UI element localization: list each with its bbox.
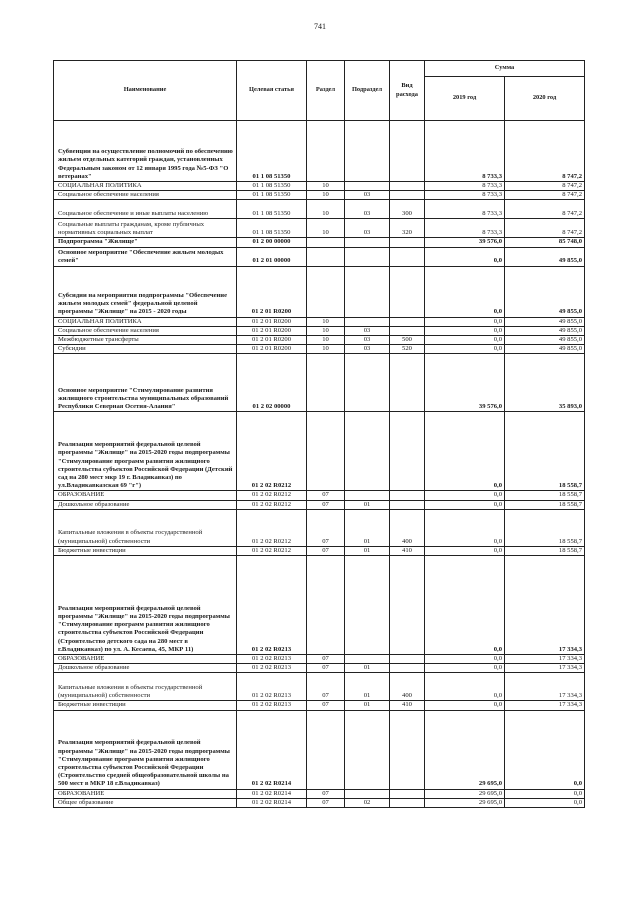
row-2020: 85 748,0 — [505, 238, 585, 247]
row-target-code: 01 2 02 R0213 — [237, 673, 307, 701]
row-2020: 17 334,3 — [505, 556, 585, 655]
row-2020: 0,0 — [505, 798, 585, 807]
row-subsection: 03 — [345, 200, 390, 219]
row-name: Социальные выплаты гражданам, кроме публичных нормативных социальных выплат — [54, 219, 237, 238]
row-2020: 8 747,2 — [505, 182, 585, 191]
row-exp-type — [390, 664, 425, 673]
row-name: Бюджетные инвестиции — [54, 546, 237, 555]
row-2020: 49 855,0 — [505, 336, 585, 345]
header-2019: 2019 год — [425, 77, 505, 121]
row-section: 07 — [307, 500, 345, 509]
row-2019: 8 733,3 — [425, 182, 505, 191]
row-section — [307, 354, 345, 412]
row-exp-type — [390, 182, 425, 191]
row-subsection — [345, 789, 390, 798]
row-target-code: 01 2 01 R0200 — [237, 345, 307, 354]
row-subsection — [345, 238, 390, 247]
row-2019: 39 576,0 — [425, 354, 505, 412]
table-row — [54, 491, 585, 500]
row-2019: 0,0 — [425, 412, 505, 491]
row-name: Межбюджетные трансферты — [54, 336, 237, 345]
row-section — [307, 266, 345, 317]
row-2019: 0,0 — [425, 556, 505, 655]
row-name: Социальное обеспечение населения — [54, 191, 237, 200]
row-section — [307, 412, 345, 491]
row-2019: 0,0 — [425, 664, 505, 673]
row-section — [307, 556, 345, 655]
row-2020: 8 747,2 — [505, 191, 585, 200]
row-2020: 8 747,2 — [505, 219, 585, 238]
row-exp-type — [390, 326, 425, 335]
row-2019: 0,0 — [425, 673, 505, 701]
table-row — [54, 266, 585, 317]
row-target-code: 01 2 01 R0200 — [237, 266, 307, 317]
row-2019: 8 733,3 — [425, 200, 505, 219]
row-subsection: 01 — [345, 673, 390, 701]
row-name: Основное мероприятие "Стимулирование развития жилищного строительства муниципальных образований Республики Северная Осетия-Алания" — [54, 354, 237, 412]
row-2019: 0,0 — [425, 317, 505, 326]
row-2019: 0,0 — [425, 655, 505, 664]
row-exp-type — [390, 412, 425, 491]
row-subsection: 03 — [345, 336, 390, 345]
table-row — [54, 326, 585, 335]
row-exp-type: 410 — [390, 701, 425, 710]
row-2019: 39 576,0 — [425, 238, 505, 247]
row-section: 07 — [307, 798, 345, 807]
row-section: 10 — [307, 326, 345, 335]
row-section — [307, 121, 345, 182]
row-subsection: 01 — [345, 500, 390, 509]
row-2019: 29 695,0 — [425, 710, 505, 789]
header-section: Раздел — [307, 61, 345, 121]
row-target-code: 01 2 02 R0212 — [237, 491, 307, 500]
row-target-code: 01 2 02 R0214 — [237, 710, 307, 789]
row-2020: 18 558,7 — [505, 412, 585, 491]
header-sum: Сумма — [425, 61, 585, 77]
row-section — [307, 238, 345, 247]
table-row — [54, 317, 585, 326]
row-target-code: 01 2 01 R0200 — [237, 336, 307, 345]
row-name: Основное мероприятие "Обеспечение жильем молодых семей" — [54, 247, 237, 266]
row-2020: 0,0 — [505, 789, 585, 798]
row-section: 10 — [307, 182, 345, 191]
row-2019: 29 695,0 — [425, 789, 505, 798]
row-subsection: 03 — [345, 191, 390, 200]
header-name: Наименование — [54, 61, 237, 121]
row-name: ОБРАЗОВАНИЕ — [54, 655, 237, 664]
row-name: Субсидии на мероприятия подпрограммы "Обеспечение жильем молодых семей" федеральной целевой программы "Жилище" на 2015 - 2020 годы — [54, 266, 237, 317]
row-2020: 18 558,7 — [505, 546, 585, 555]
header-subsection: Подраздел — [345, 61, 390, 121]
row-exp-type: 410 — [390, 546, 425, 555]
row-name: Дошкольное образование — [54, 664, 237, 673]
row-2019: 8 733,3 — [425, 191, 505, 200]
row-name: СОЦИАЛЬНАЯ ПОЛИТИКА — [54, 182, 237, 191]
table-row — [54, 182, 585, 191]
row-subsection — [345, 266, 390, 317]
row-exp-type — [390, 491, 425, 500]
row-section: 10 — [307, 200, 345, 219]
row-2020: 49 855,0 — [505, 326, 585, 335]
table-body — [54, 121, 585, 808]
row-2020: 49 855,0 — [505, 345, 585, 354]
table-row — [54, 556, 585, 655]
row-2020: 0,0 — [505, 710, 585, 789]
header-2020: 2020 год — [505, 77, 585, 121]
row-2020: 18 558,7 — [505, 491, 585, 500]
row-target-code: 01 2 02 R0214 — [237, 798, 307, 807]
table-row — [54, 412, 585, 491]
row-2019: 0,0 — [425, 546, 505, 555]
table-row — [54, 238, 585, 247]
row-name: Подпрограмма "Жилище" — [54, 238, 237, 247]
row-target-code: 01 2 02 00000 — [237, 354, 307, 412]
row-name: Реализация мероприятий федеральной целевой программы "Жилище" на 2015-2020 годы подпрограммы "Стимулирование программ развития жилищного строительства субъектов Российской Федерации (Строительство средней общеобразовательной школы на 500 мест в МКР 18 г.Владикавказ) — [54, 710, 237, 789]
row-target-code: 01 2 02 R0212 — [237, 412, 307, 491]
row-exp-type — [390, 238, 425, 247]
row-2020: 8 747,2 — [505, 121, 585, 182]
table-row — [54, 546, 585, 555]
row-name: Бюджетные инвестиции — [54, 701, 237, 710]
row-exp-type: 400 — [390, 673, 425, 701]
row-subsection: 01 — [345, 664, 390, 673]
row-name: ОБРАЗОВАНИЕ — [54, 491, 237, 500]
row-subsection: 01 — [345, 546, 390, 555]
row-subsection: 03 — [345, 345, 390, 354]
row-target-code: 01 2 01 R0200 — [237, 326, 307, 335]
row-2019: 0,0 — [425, 491, 505, 500]
row-section: 10 — [307, 219, 345, 238]
row-exp-type: 500 — [390, 336, 425, 345]
row-subsection — [345, 121, 390, 182]
header-target: Целевая статья — [237, 61, 307, 121]
row-target-code: 01 2 02 R0213 — [237, 664, 307, 673]
table-row — [54, 191, 585, 200]
row-target-code: 01 2 02 R0214 — [237, 789, 307, 798]
row-2020: 49 855,0 — [505, 266, 585, 317]
row-exp-type — [390, 191, 425, 200]
row-2020: 17 334,3 — [505, 701, 585, 710]
row-target-code: 01 1 08 51350 — [237, 200, 307, 219]
row-section — [307, 710, 345, 789]
row-2019: 0,0 — [425, 326, 505, 335]
row-name: Реализация мероприятий федеральной целевой программы "Жилище" на 2015-2020 годы подпрограммы "Стимулирование программ развития жилищного строительства субъектов Российской Федерации (Строительство детского сада на 280 мест в г.Владикавказ) по ул. А. Кесаева, 45, МКР 11) — [54, 556, 237, 655]
row-exp-type — [390, 354, 425, 412]
row-exp-type — [390, 121, 425, 182]
row-subsection — [345, 556, 390, 655]
row-exp-type — [390, 655, 425, 664]
row-name: Реализация мероприятий федеральной целевой программы "Жилище" на 2015-2020 годы подпрограммы "Стимулирование программ развития жилищного строительства субъектов Российской Федерации (Детский сад на 280 мест мкр 19 г. Владикавказ) по ул.Владикавказская 69 "г") — [54, 412, 237, 491]
row-target-code: 01 1 08 51350 — [237, 191, 307, 200]
row-target-code: 01 1 08 51350 — [237, 182, 307, 191]
row-2020: 18 558,7 — [505, 500, 585, 509]
row-2019: 0,0 — [425, 336, 505, 345]
row-name: Социальное обеспечение населения — [54, 326, 237, 335]
table-row — [54, 500, 585, 509]
table-row — [54, 798, 585, 807]
row-2019: 0,0 — [425, 509, 505, 546]
row-section — [307, 247, 345, 266]
row-section: 07 — [307, 655, 345, 664]
row-target-code: 01 2 02 R0212 — [237, 546, 307, 555]
row-2020: 8 747,2 — [505, 200, 585, 219]
row-target-code: 01 1 08 51350 — [237, 121, 307, 182]
row-subsection: 03 — [345, 326, 390, 335]
row-2019: 0,0 — [425, 345, 505, 354]
row-subsection: 01 — [345, 701, 390, 710]
row-subsection: 02 — [345, 798, 390, 807]
row-2019: 0,0 — [425, 247, 505, 266]
table-row — [54, 673, 585, 701]
row-section: 10 — [307, 345, 345, 354]
row-subsection — [345, 182, 390, 191]
row-name: Субвенции на осуществление полномочий по обеспечению жильем отдельных категорий граждан, установленных Федеральным законом от 12 января 1995 года №5-ФЗ "О ветеранах" — [54, 121, 237, 182]
table-row — [54, 200, 585, 219]
row-exp-type: 320 — [390, 219, 425, 238]
row-name: СОЦИАЛЬНАЯ ПОЛИТИКА — [54, 317, 237, 326]
table-row — [54, 345, 585, 354]
row-target-code: 01 2 00 00000 — [237, 238, 307, 247]
row-2020: 17 334,3 — [505, 673, 585, 701]
row-section: 10 — [307, 317, 345, 326]
row-2019: 0,0 — [425, 500, 505, 509]
row-subsection — [345, 247, 390, 266]
table-row — [54, 655, 585, 664]
row-section: 07 — [307, 509, 345, 546]
budget-table — [53, 60, 585, 808]
row-target-code: 01 1 08 51350 — [237, 219, 307, 238]
table-row — [54, 219, 585, 238]
row-subsection — [345, 655, 390, 664]
table-row — [54, 336, 585, 345]
row-section: 07 — [307, 701, 345, 710]
table-row — [54, 247, 585, 266]
row-section: 07 — [307, 491, 345, 500]
row-exp-type — [390, 247, 425, 266]
row-target-code: 01 2 01 00000 — [237, 247, 307, 266]
row-name: Капитальные вложения в объекты государственной (муниципальной) собственности — [54, 509, 237, 546]
row-exp-type — [390, 710, 425, 789]
row-exp-type — [390, 500, 425, 509]
row-target-code: 01 2 02 R0213 — [237, 655, 307, 664]
row-target-code: 01 2 02 R0212 — [237, 500, 307, 509]
row-exp-type: 400 — [390, 509, 425, 546]
row-subsection — [345, 317, 390, 326]
row-subsection: 01 — [345, 509, 390, 546]
row-section: 07 — [307, 664, 345, 673]
row-subsection — [345, 710, 390, 789]
table-row — [54, 509, 585, 546]
row-exp-type — [390, 789, 425, 798]
row-exp-type — [390, 317, 425, 326]
row-exp-type — [390, 798, 425, 807]
table-row — [54, 121, 585, 182]
row-name: Общее образование — [54, 798, 237, 807]
table-row — [54, 789, 585, 798]
row-2019: 29 695,0 — [425, 798, 505, 807]
row-2019: 8 733,3 — [425, 219, 505, 238]
row-2020: 49 855,0 — [505, 317, 585, 326]
row-target-code: 01 2 02 R0213 — [237, 701, 307, 710]
row-section: 07 — [307, 789, 345, 798]
row-subsection — [345, 412, 390, 491]
table-row — [54, 710, 585, 789]
row-2020: 49 855,0 — [505, 247, 585, 266]
row-section: 07 — [307, 673, 345, 701]
row-2019: 8 733,3 — [425, 121, 505, 182]
row-2020: 35 893,0 — [505, 354, 585, 412]
row-exp-type — [390, 556, 425, 655]
row-2020: 18 558,7 — [505, 509, 585, 546]
row-subsection: 03 — [345, 219, 390, 238]
row-subsection — [345, 491, 390, 500]
row-exp-type: 300 — [390, 200, 425, 219]
row-exp-type: 520 — [390, 345, 425, 354]
row-section: 10 — [307, 191, 345, 200]
row-name: Дошкольное образование — [54, 500, 237, 509]
row-name: ОБРАЗОВАНИЕ — [54, 789, 237, 798]
row-name: Капитальные вложения в объекты государственной (муниципальной) собственности — [54, 673, 237, 701]
header-exp-type: Вид расхода — [390, 61, 425, 121]
row-section: 10 — [307, 336, 345, 345]
row-2019: 0,0 — [425, 266, 505, 317]
row-name: Субсидии — [54, 345, 237, 354]
row-subsection — [345, 354, 390, 412]
row-exp-type — [390, 266, 425, 317]
table-row — [54, 664, 585, 673]
row-section: 07 — [307, 546, 345, 555]
table-row — [54, 354, 585, 412]
row-name: Социальное обеспечение и иные выплаты населению — [54, 200, 237, 219]
row-2020: 17 334,3 — [505, 664, 585, 673]
row-2020: 17 334,3 — [505, 655, 585, 664]
page-number: 741 — [314, 22, 326, 31]
row-target-code: 01 2 02 R0213 — [237, 556, 307, 655]
table-row — [54, 701, 585, 710]
row-target-code: 01 2 02 R0212 — [237, 509, 307, 546]
row-target-code: 01 2 01 R0200 — [237, 317, 307, 326]
row-2019: 0,0 — [425, 701, 505, 710]
